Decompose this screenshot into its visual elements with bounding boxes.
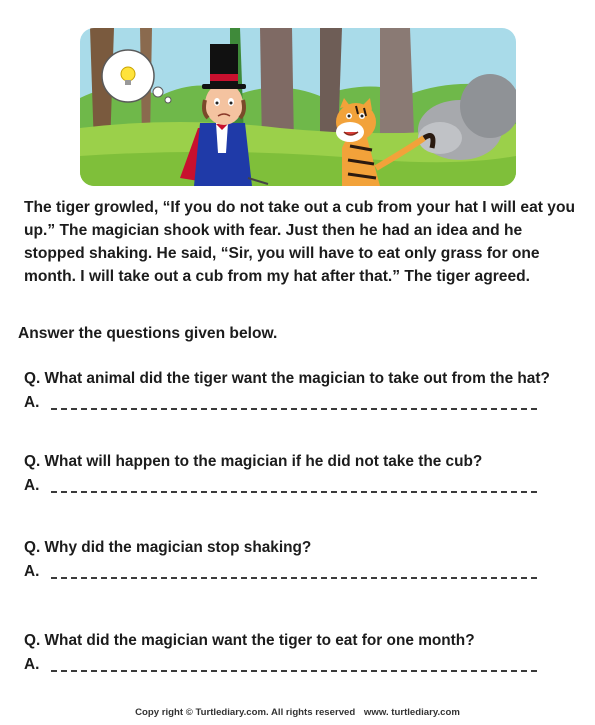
question-text: Q. What animal did the tiger want the magician to take out from the hat?: [24, 370, 550, 387]
answer-line: [24, 557, 584, 581]
answer-label: A.: [24, 394, 40, 411]
answer-label: A.: [24, 563, 40, 580]
answer-blank[interactable]: [51, 491, 537, 493]
question-text: Q. What will happen to the magician if he did not take the cub?: [24, 453, 483, 470]
story-illustration: [80, 28, 516, 186]
answer-line: [24, 471, 584, 495]
question-2: [24, 453, 584, 495]
site-url: www. turtlediary.com: [363, 707, 460, 718]
question-1: [24, 370, 584, 412]
question-3: [24, 539, 584, 581]
answer-blank[interactable]: [51, 670, 537, 672]
answer-blank[interactable]: [51, 577, 537, 579]
answer-label: A.: [24, 477, 40, 494]
footer: [0, 707, 595, 718]
answer-line: [24, 650, 584, 674]
answer-blank[interactable]: [51, 408, 537, 410]
story-paragraph: The tiger growled, “If you do not take out a cub from your hat I will eat you up.” The magician shook with fear. Just then he had an idea and he stopped shaking. He said, “Sir, you will have to eat only grass for one month. I will take out a cub from my hat after that.” The tiger agreed.: [24, 199, 576, 285]
instructions-heading: Answer the questions given below.: [18, 325, 278, 342]
question-4: [24, 632, 584, 674]
answer-label: A.: [24, 656, 40, 673]
copyright-text: Copy right © Turtlediary.com. All rights reserved: [135, 707, 356, 718]
question-text: Q. What did the magician want the tiger to eat for one month?: [24, 632, 475, 649]
answer-line: [24, 388, 584, 412]
question-text: Q. Why did the magician stop shaking?: [24, 539, 312, 556]
